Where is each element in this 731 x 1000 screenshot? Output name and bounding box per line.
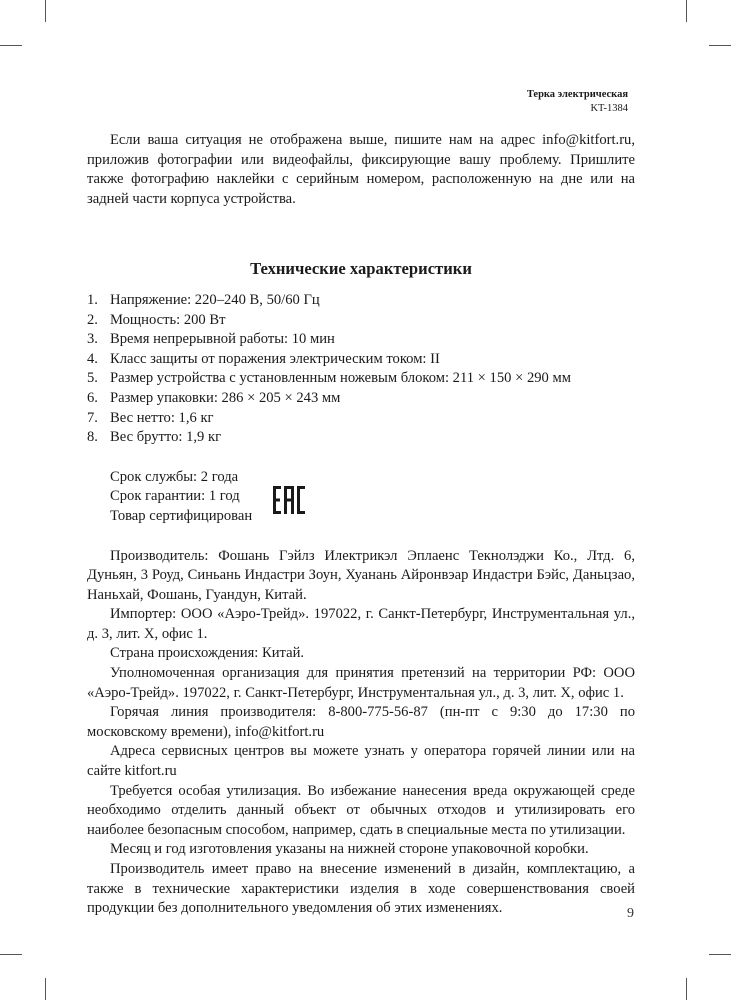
crop-mark-bottom-right-h — [709, 954, 731, 955]
spec-item — [87, 369, 635, 389]
spec-number: 7. — [87, 409, 98, 426]
manufacture-date-info: Месяц и год изготовления указаны на нижней стороне упаковочной коробки. — [110, 841, 589, 858]
spec-text: Время непрерывной работы: 10 мин — [110, 331, 335, 348]
spec-number: 2. — [87, 311, 98, 328]
specs-title: Технические характеристики — [250, 259, 472, 279]
certification-text: Товар сертифицирован — [110, 507, 253, 524]
spec-number: 6. — [87, 389, 98, 406]
spec-item — [87, 350, 635, 370]
spec-number: 8. — [87, 429, 98, 446]
header-product-name: Терка электрическая — [526, 89, 628, 100]
running-header — [527, 88, 628, 116]
spec-text: Класс защиты от поражения электрическим током: II — [110, 350, 440, 367]
intro-paragraph: Если ваша ситуация не отображена выше, пишите нам на адрес info@kitfort.ru, приложив фотографии или видеофайлы, фиксирующие вашу проблему. Пришлите также фотографию наклейки с серийным номером, расположенную на дне или на задней части корпуса устройства. — [87, 132, 635, 207]
spec-item — [87, 291, 635, 311]
specs-list — [87, 291, 635, 448]
spec-item — [87, 330, 635, 350]
service-life: Срок службы: 2 года — [110, 468, 239, 485]
page-number: 9 — [627, 906, 634, 921]
authorized-organization: Уполномоченная организация для принятия претензий на территории РФ: ООО «Аэро-Трейд». 197022, г. Санкт-Петербург, Инструментальная ул., д. 3, лит. Х, офис 1. — [87, 665, 635, 701]
crop-mark-bottom-left-h — [0, 954, 22, 955]
spec-item — [87, 389, 635, 409]
changes-notice: Производитель имеет право на внесение изменений в дизайн, комплектацию, а также в технические характеристики изделия в ходе совершенствования своей продукции без дополнительного уведомления об этих изменениях. — [87, 861, 635, 917]
spec-text: Напряжение: 220–240 В, 50/60 Гц — [110, 291, 320, 308]
spec-number: 4. — [87, 350, 98, 367]
crop-mark-top-right — [686, 0, 687, 22]
spec-text: Мощность: 200 Вт — [110, 311, 226, 328]
page-content — [87, 131, 635, 919]
importer-info: Импортер: ООО «Аэро-Трейд». 197022, г. Санкт-Петербург, Инструментальная ул., д. 3, лит. Х, офис 1. — [87, 606, 635, 642]
crop-mark-top-left-h — [0, 45, 22, 46]
disposal-info: Требуется особая утилизация. Во избежание нанесения вреда окружающей среде необходимо отделить данный объект от обычных отходов и утилизировать его наиболее безопасным способом, например, сдать в специальные места по утилизации. — [87, 782, 635, 838]
crop-mark-top-right-h — [709, 45, 731, 46]
hotline-info: Горячая линия производителя: 8-800-775-56-87 (пн-пт с 9:30 до 17:30 по московскому времени), info@kitfort.ru — [87, 704, 635, 740]
spec-item — [87, 311, 635, 331]
spec-number: 1. — [87, 291, 98, 308]
spec-number: 5. — [87, 370, 98, 387]
crop-mark-bottom-right — [686, 978, 687, 1000]
header-model: KT-1384 — [590, 103, 628, 114]
eac-mark-icon — [273, 486, 305, 514]
spec-number: 3. — [87, 331, 98, 348]
spec-text: Вес брутто: 1,9 кг — [110, 429, 222, 446]
spec-text: Размер устройства с установленным ножевым блоком: 211 × 150 × 290 мм — [110, 370, 571, 387]
spec-item — [87, 428, 635, 448]
service-centers-info: Адреса сервисных центров вы можете узнать у оператора горячей линии или на сайте kitfort.ru — [87, 743, 635, 780]
spec-item — [87, 409, 635, 429]
service-info — [87, 468, 635, 527]
legal-info — [87, 547, 635, 919]
spec-text: Вес нетто: 1,6 кг — [110, 409, 214, 426]
warranty-period: Срок гарантии: 1 год — [110, 488, 240, 505]
crop-mark-top-left — [45, 0, 46, 22]
spec-text: Размер упаковки: 286 × 205 × 243 мм — [110, 389, 341, 406]
crop-mark-bottom-left — [45, 978, 46, 1000]
country-of-origin: Страна происхождения: Китай. — [110, 645, 305, 662]
manufacturer-info: Производитель: Фошань Гэйлз Илектрикэл Эплаенс Текнолэджи Ко., Лтд. 6, Дуньян, 3 Роуд, Синьань Индастри Зоун, Хуанань Айронвэар Индастри Бэйс, Даньцзао, Наньхай, Фошань, Гуандун, Китай. — [87, 547, 635, 603]
